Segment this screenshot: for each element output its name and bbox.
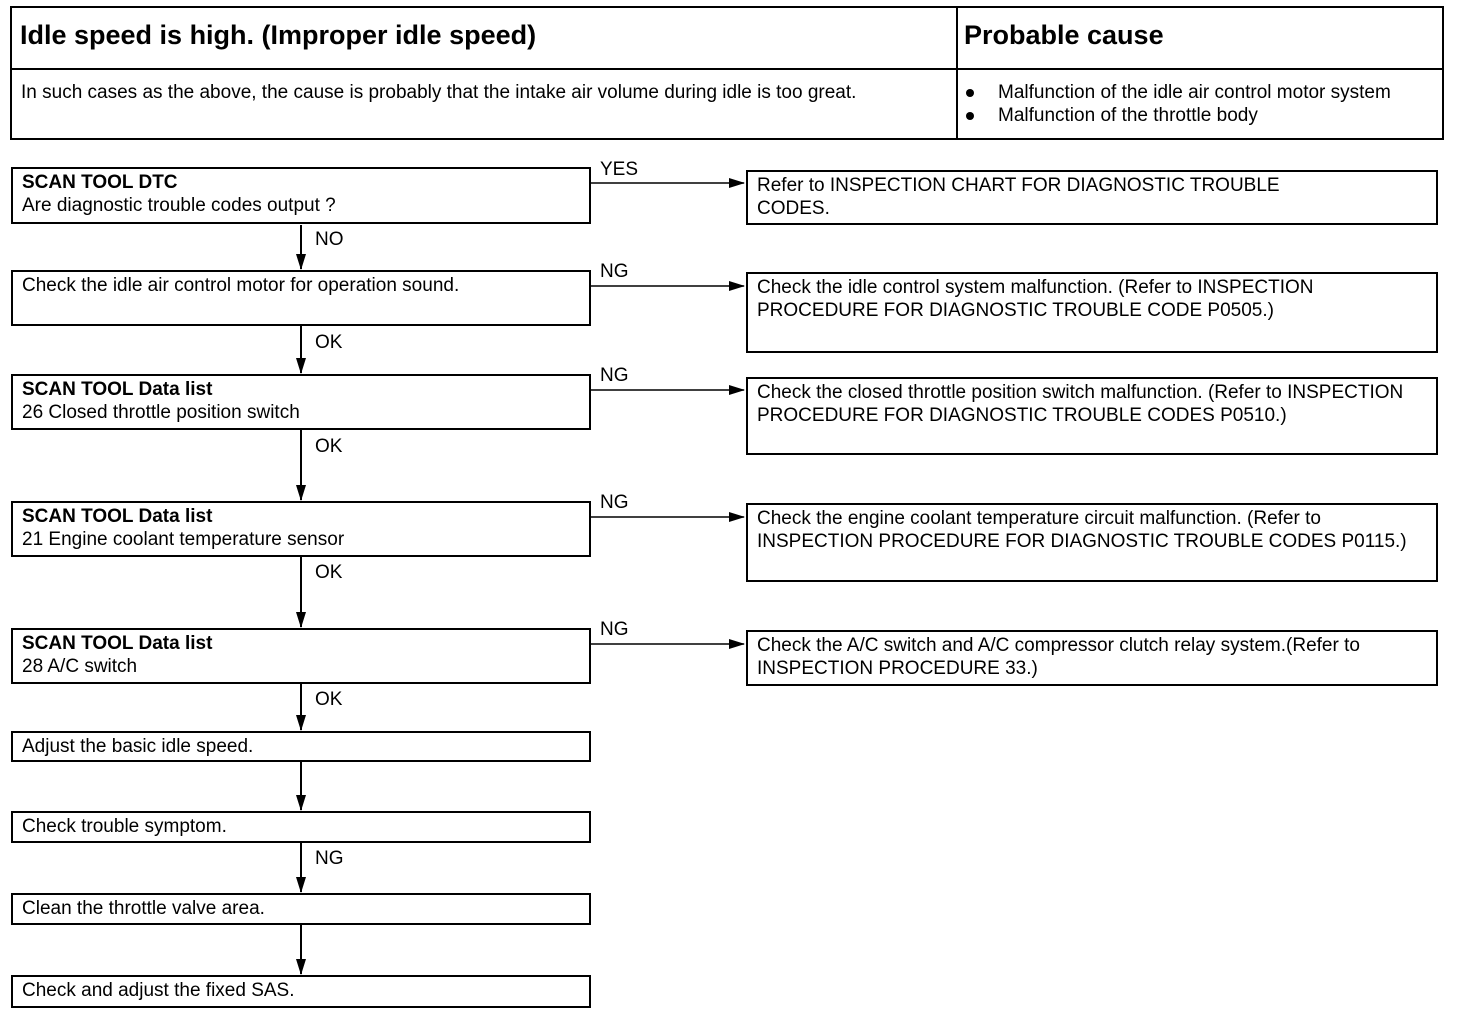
- down-label-ng: NG: [315, 848, 344, 869]
- result-text: Check the engine coolant temperature circuit malfunction. (Refer to INSPECTION PROCEDURE FOR DIAGNOSTIC TROUBLE CODES P0115.): [757, 508, 1407, 552]
- result-ac-switch-relay: [746, 630, 1438, 686]
- result-closed-throttle-switch: [746, 377, 1438, 455]
- result-coolant-temp-circuit: [746, 503, 1438, 582]
- result-text: Refer to INSPECTION CHART FOR DIAGNOSTIC TROUBLE CODES.: [757, 175, 1280, 219]
- branch-label-ng: NG: [600, 619, 629, 640]
- step-title: SCAN TOOL Data list: [22, 633, 213, 654]
- branch-label-yes: YES: [600, 159, 639, 180]
- step-adjust-idle-speed: [11, 731, 591, 762]
- result-inspection-chart: [746, 170, 1438, 225]
- probable-cause-title: Probable cause: [964, 20, 1164, 50]
- step-check-trouble-symptom: [11, 811, 591, 843]
- step-text: Check and adjust the fixed SAS.: [22, 980, 295, 1001]
- down-label-ok: OK: [315, 436, 343, 457]
- down-label-ok: OK: [315, 689, 343, 710]
- result-text: Check the A/C switch and A/C compressor clutch relay system.(Refer to INSPECTION PROCEDURE 33.): [757, 635, 1360, 679]
- step-text: Clean the throttle valve area.: [22, 898, 265, 919]
- step-data-list-28: [11, 628, 591, 684]
- step-text: 21 Engine coolant temperature sensor: [22, 529, 345, 550]
- step-clean-throttle-valve: [11, 893, 591, 925]
- down-label-no: NO: [315, 229, 344, 250]
- result-text: Check the closed throttle position switch malfunction. (Refer to INSPECTION PROCEDURE FOR DIAGNOSTIC TROUBLE CODES P0510.): [757, 382, 1404, 426]
- down-label-ok: OK: [315, 562, 343, 583]
- step-data-list-26: [11, 374, 591, 430]
- step-text: 28 A/C switch: [22, 656, 138, 677]
- step-adjust-fixed-sas: [11, 975, 591, 1008]
- branch-label-ng: NG: [600, 365, 629, 386]
- result-idle-control: [746, 272, 1438, 353]
- branch-label-ng: NG: [600, 261, 629, 282]
- step-text: Are diagnostic trouble codes output ?: [22, 195, 336, 216]
- cause-item: Malfunction of the idle air control motor system: [964, 81, 1391, 104]
- step-title: SCAN TOOL DTC: [22, 172, 178, 193]
- step-text: 26 Closed throttle position switch: [22, 402, 300, 423]
- step-text: Adjust the basic idle speed.: [22, 736, 254, 757]
- step-check-iac-sound: [11, 270, 591, 326]
- page-title: Idle speed is high. (Improper idle speed): [20, 20, 537, 50]
- step-data-list-21: [11, 501, 591, 557]
- down-label-ok: OK: [315, 332, 343, 353]
- step-title: SCAN TOOL Data list: [22, 379, 213, 400]
- branch-label-ng: NG: [600, 492, 629, 513]
- condition-description: In such cases as the above, the cause is probably that the intake air volume during idle is too great.: [21, 82, 857, 103]
- step-text: Check trouble symptom.: [22, 816, 227, 837]
- result-text: Check the idle control system malfunction. (Refer to INSPECTION PROCEDURE FOR DIAGNOSTIC TROUBLE CODE P0505.): [757, 277, 1314, 321]
- cause-item: Malfunction of the throttle body: [964, 104, 1391, 127]
- step-text: Check the idle air control motor for operation sound.: [22, 275, 460, 296]
- step-scan-tool-dtc: [11, 167, 591, 224]
- step-title: SCAN TOOL Data list: [22, 506, 213, 527]
